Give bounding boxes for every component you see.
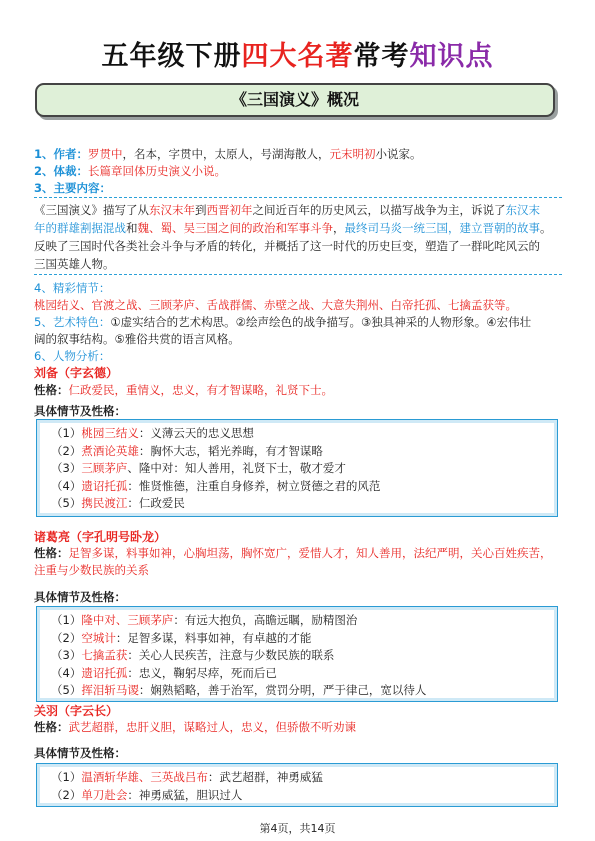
trait-label: 性格：	[34, 383, 69, 397]
plot-label-text: 4、精彩情节：	[34, 281, 111, 295]
content-text: 之间近百年的历史风云，以描写战争为主，诉说了	[252, 203, 506, 217]
liubei-plot-box	[36, 419, 558, 517]
author-era: 元末明初	[329, 147, 376, 161]
plot-row	[51, 630, 557, 648]
row-number: （1）	[51, 613, 82, 627]
title-part-exam: 常考	[353, 41, 410, 72]
content-label: 3、主要内容：	[34, 181, 112, 195]
title-part-grade: 五年级下册	[101, 41, 242, 72]
plot-events	[34, 297, 566, 314]
zhuge-traits-1	[34, 545, 566, 562]
plot-row	[51, 460, 557, 478]
art-line-2: 阔的叙事结构。⑤雅俗共赏的语言风格。	[34, 332, 240, 346]
guanyu-plot-box	[36, 763, 558, 807]
page-title	[0, 40, 595, 74]
genre-line	[34, 163, 566, 180]
art-line-1	[34, 314, 566, 331]
content-label-line	[34, 180, 566, 197]
art-text: ①虚实结合的艺术构思。②绘声绘色的战争描写。③独具神采的人物形象。④宏伟壮	[110, 315, 532, 329]
content-line-4: 三国英雄人物。	[34, 257, 115, 271]
row-number: （2）	[51, 787, 82, 802]
trait-text: 仁政爱民，重情义，忠义，有才智谋略，礼贤下士。	[68, 383, 333, 397]
art-label: 5、艺术特色：	[34, 315, 111, 329]
liubei-name: 刘备（字玄德）	[34, 366, 119, 380]
content-highlight: 东汉末年	[149, 203, 195, 217]
page-footer: 第4页，共14页	[259, 822, 336, 835]
row-desc: ：忠义，鞠躬尽瘁，死而后已	[127, 665, 277, 680]
row-event: 桃园三结义	[81, 426, 139, 440]
guanyu-traits	[34, 719, 566, 736]
row-number: （5）	[51, 496, 82, 511]
row-number: （4）	[51, 478, 82, 493]
row-number: （2）	[51, 443, 82, 458]
row-desc: ：胸怀大志，韬光养晦，有才智谋略	[138, 443, 323, 458]
row-event: 携民渡江	[81, 496, 128, 511]
row-event: 三顾茅庐	[81, 461, 128, 476]
row-number: （5）	[51, 683, 82, 698]
content-highlight: 西晋初年	[206, 203, 253, 217]
content-line-1	[34, 202, 566, 219]
row-desc: ：神勇威猛，胆识过人	[127, 787, 243, 802]
row-event: 遗诏托孤	[81, 478, 128, 493]
divider-bottom	[34, 274, 562, 275]
row-desc: ：有远大抱负，高瞻远瞩，励精图治	[173, 613, 358, 627]
plot-row	[51, 647, 557, 665]
plot-row	[51, 478, 557, 496]
row-number: （1）	[51, 770, 82, 784]
genre-label: 2、体裁：	[34, 164, 89, 178]
author-desc: ，名本，字贯中，太原人，号湖海散人，	[122, 147, 330, 161]
trait-label: 性格：	[34, 720, 69, 734]
zhuge-traits-2	[34, 562, 566, 579]
guanyu-plot-label: 具体情节及性格：	[34, 746, 126, 760]
zhuge-plot-label: 具体情节及性格：	[34, 590, 126, 604]
trait-text: 武艺超群，忠肝义胆，谋略过人，忠义，但骄傲不听劝谏	[68, 720, 356, 734]
row-number: （1）	[51, 426, 82, 440]
row-event: 单刀赴会	[81, 787, 128, 802]
plot-row	[51, 665, 557, 683]
author-name: 罗贯中	[88, 147, 123, 161]
plot-row	[51, 443, 557, 461]
content-highlight-blue: 最终司马炎一统三国，建立晋朝的故事	[344, 221, 540, 235]
row-desc: ：仁政爱民	[127, 496, 185, 511]
content-text: 和	[126, 221, 138, 235]
row-number: （2）	[51, 630, 82, 645]
guanyu-name: 关羽（字云长）	[34, 704, 119, 718]
content-text: 到	[195, 203, 207, 217]
plot-row	[51, 682, 557, 700]
plot-events-text: 桃园结义、官渡之战、三顾茅庐、舌战群儒、赤壁之战、大意失荆州、白帝托孤、七擒孟获等。	[34, 298, 517, 312]
trait-text: 注重与少数民族的关系	[34, 563, 149, 577]
author-label: 1、作者：	[34, 147, 89, 161]
row-event: 遗诏托孤	[81, 665, 128, 680]
author-line	[34, 146, 566, 163]
row-number: （3）	[51, 648, 82, 663]
title-part-knowledge: 知识点	[409, 41, 494, 72]
content-text: ，	[333, 221, 345, 235]
row-event: 隆中对、三顾茅庐	[81, 613, 174, 627]
plot-row	[51, 425, 557, 443]
zhuge-name: 诸葛亮（字孔明号卧龙）	[34, 530, 167, 544]
row-desc: 、隆中对：知人善用，礼贤下士，敬才爱才	[127, 461, 346, 476]
row-desc: ：娴熟韬略，善于治军，赏罚分明，严于律己，宽以待人	[138, 683, 427, 698]
row-desc: ：义薄云天的忠义思想	[138, 426, 254, 440]
content-line-2	[34, 220, 566, 237]
row-number: （3）	[51, 461, 82, 476]
title-part-classics: 四大名著	[241, 41, 354, 72]
row-desc: ：关心人民疾苦，注意与少数民族的联系	[127, 648, 335, 663]
row-event: 挥泪斩马谡	[81, 683, 139, 698]
plot-row	[51, 495, 557, 513]
divider-top	[34, 197, 562, 198]
row-desc: ：惟贤惟德，注重自身修养，树立贤德之君的风范	[127, 478, 381, 493]
row-desc: ：武艺超群，神勇威猛	[207, 770, 323, 784]
char-label-line	[34, 348, 566, 365]
row-number: （4）	[51, 665, 82, 680]
char-label: 6、人物分析：	[34, 349, 111, 363]
plot-row	[51, 612, 557, 630]
plot-label	[34, 280, 566, 297]
plot-row	[51, 769, 557, 787]
content-highlight-blue: 东汉末	[505, 203, 540, 217]
liubei-traits	[34, 382, 566, 399]
liubei-plot-label: 具体情节及性格：	[34, 404, 126, 418]
plot-row	[51, 787, 557, 805]
trait-text: 足智多谋，料事如神，心胸坦荡，胸怀宽广，爱惜人才，知人善用，法纪严明，关心百姓疾苦，	[68, 546, 552, 560]
content-highlight-blue: 年的群雄割据混战	[34, 221, 126, 235]
zhuge-plot-box	[36, 606, 558, 702]
genre-value: 长篇章回体历史演义小说。	[88, 164, 227, 178]
row-event: 煮酒论英雄	[81, 443, 139, 458]
content-text: 。	[540, 221, 552, 235]
row-event: 空城计	[81, 630, 116, 645]
row-desc: ：足智多谋，料事如神，有卓越的才能	[115, 630, 312, 645]
content-highlight: 魏、蜀、吴三国之间的政治和军事斗争	[137, 221, 333, 235]
author-role: 小说家。	[375, 147, 422, 161]
content-text: 《三国演义》描写了从	[34, 203, 149, 217]
row-event: 温酒斩华雄、三英战吕布	[81, 770, 208, 784]
row-event: 七擒孟获	[81, 648, 128, 663]
content-line-3: 反映了三国时代各类社会斗争与矛盾的转化，并概括了这一时代的历史巨变，塑造了一群叱咤风云的	[34, 239, 540, 253]
section-banner: 《三国演义》概况	[35, 83, 555, 117]
trait-label: 性格：	[34, 546, 69, 560]
